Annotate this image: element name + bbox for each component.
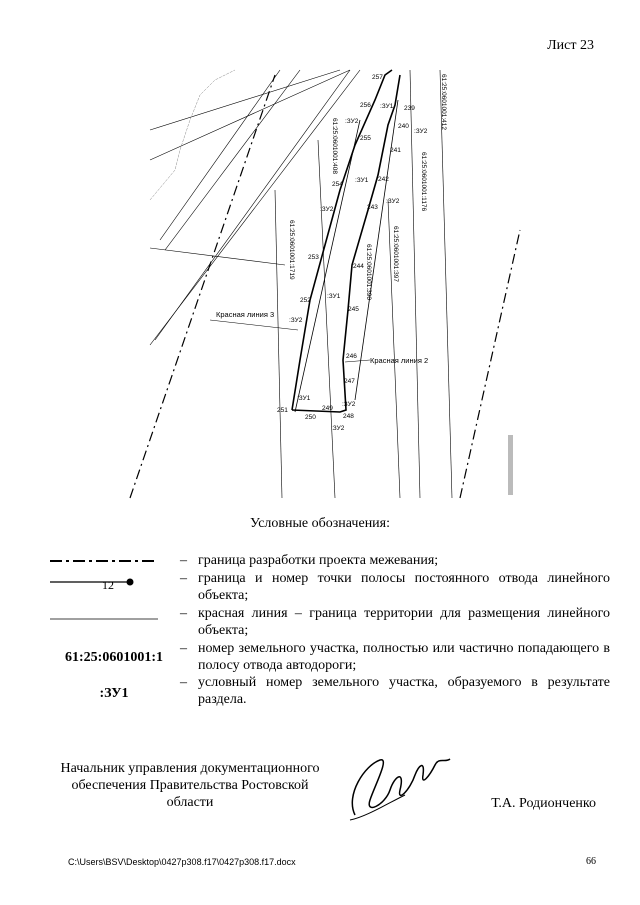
red-line-label: Красная линия 2 xyxy=(370,356,429,365)
point-label: 256 xyxy=(360,102,371,109)
legend-item-parcel-number: 61:25:0601001:1 – номер земельного участка, полностью или частично попадающего в полосу отвода автодороги; xyxy=(40,640,610,676)
legend-item-zone-number: :ЗУ1 – условный номер земельного участка, образуемого в результате раздела. xyxy=(40,674,610,710)
zone-label: :ЗУ1 xyxy=(327,293,341,300)
parcel-label: 61:25:0601001:397 xyxy=(392,226,399,283)
point-label: 255 xyxy=(360,135,371,142)
legend-item-red-line: – красная линия – граница территории для размещения линейного объекта; xyxy=(40,605,610,641)
point-label: 247 xyxy=(344,378,355,385)
legend-description: условный номер земельного участка, образуемого в результате раздела. xyxy=(198,675,610,707)
parcel-label: 61:25:0601001:390 xyxy=(365,244,372,301)
legend-item-allotment-boundary: 12 – граница и номер точки полосы постоянного отвода линейного объекта; xyxy=(40,570,610,606)
red-line-label: Красная линия 3 xyxy=(216,310,275,319)
zone-number-sample: :ЗУ1 xyxy=(99,686,129,701)
legend-item-project-boundary: – граница разработки проекта межевания; xyxy=(40,552,610,572)
legend-description: красная линия – граница территории для размещения линейного объекта; xyxy=(198,606,610,638)
handwritten-signature xyxy=(335,745,455,825)
point-label: 252 xyxy=(300,297,311,304)
boundary-point-symbol xyxy=(50,572,178,592)
legend-description: граница и номер точки полосы постоянного отвода линейного объекта; xyxy=(198,571,610,603)
sheet-label: Лист 23 xyxy=(547,38,594,53)
zone-label: :ЗУ1 xyxy=(297,395,311,402)
red-line-symbol xyxy=(50,613,178,623)
parcel-label: 61:25:0601001:1176 xyxy=(420,152,427,212)
point-label: 254 xyxy=(332,181,343,188)
zone-label: :ЗУ1 xyxy=(380,103,394,110)
point-label: 243 xyxy=(367,204,378,211)
page-number: 66 xyxy=(586,856,596,867)
footer-file-path: C:\Users\BSV\Desktop\0427p308.f17\0427p308.f17.docx xyxy=(68,857,296,867)
point-label: 257 xyxy=(372,74,383,81)
legend-description: номер земельного участка, полностью или частично попадающего в полосу отвода автодороги; xyxy=(198,641,610,673)
legend-title: Условные обозначения: xyxy=(249,516,391,531)
parcel-number-sample: 61:25:0601001:1 xyxy=(65,650,163,665)
point-label: 239 xyxy=(404,105,415,112)
parcel-label: 61:25:0601001:412 xyxy=(440,74,447,131)
point-label: 253 xyxy=(308,254,319,261)
point-label: 244 xyxy=(353,263,364,270)
point-label: 248 xyxy=(343,413,354,420)
legend-description: граница разработки проекта межевания; xyxy=(198,553,439,568)
zone-label: :ЗУ2 xyxy=(342,401,356,408)
signatory-position: Начальник управления документационного обеспечения Правительства Ростовской области xyxy=(60,761,320,810)
parcel-label: 61:25:0601001:1719 xyxy=(288,220,295,280)
point-label: 241 xyxy=(390,147,401,154)
point-label: 250 xyxy=(305,414,316,421)
zone-label: :ЗУ1 xyxy=(355,177,369,184)
point-label: 246 xyxy=(346,353,357,360)
point-label: 251 xyxy=(277,407,288,414)
zone-label: :ЗУ2 xyxy=(345,118,359,125)
point-label: 242 xyxy=(378,176,389,183)
point-label: 249 xyxy=(322,405,333,412)
zone-label: :ЗУ2 xyxy=(289,317,303,324)
signer-name: Т.А. Родионченко xyxy=(491,796,596,811)
parcel-label: 61:25:0601001:408 xyxy=(331,118,338,175)
point-label: 245 xyxy=(348,306,359,313)
zone-label: :ЗУ2 xyxy=(414,128,428,135)
zone-label: :ЗУ2 xyxy=(320,206,334,213)
zone-label: :ЗУ2 xyxy=(386,198,400,205)
zone-label: :ЗУ2 xyxy=(331,425,345,432)
dash-dot-line-symbol xyxy=(50,556,178,566)
point-number-sample: 12 xyxy=(102,578,114,592)
point-label: 240 xyxy=(398,123,409,130)
